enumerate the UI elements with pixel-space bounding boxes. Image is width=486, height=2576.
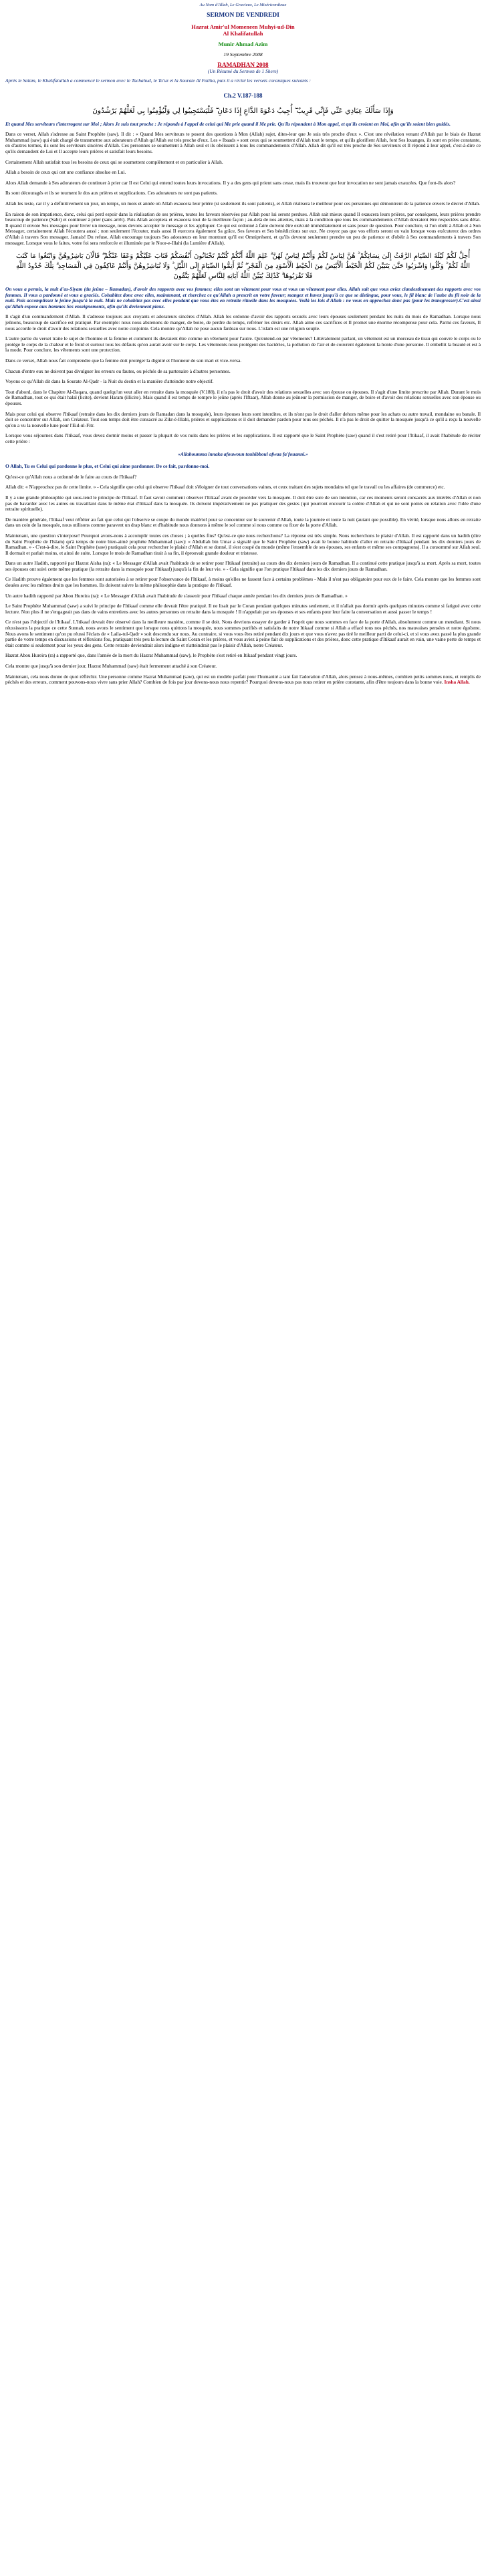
prayer-translation: O Allah, Tu es Celui qui pardonne le plus, et Celui qui aime pardonner. De ce fait, pardonne-moi. (5, 463, 210, 470)
paragraph: Allah les teste, car il y a définitivement un jour, un temps, un mois et année où Allah exaucera leur prière (si seulement ils sont patients), et Allah réalisera le meilleur pour ces personnes qui démontrent de la patience envers le décret d'Allah. (5, 200, 481, 206)
paragraph: Un autre hadith rapporté par Abou Hureira (ra): « Le Messager d'Allah avait l'habitude de s'asseoir pour l'Itikaaf chaque année pendant les dix derniers jours de Ramadhan. » (5, 592, 348, 599)
ramadhan-heading: RAMADHAN 2008 (217, 61, 269, 68)
paragraph: L'autre partie du verset traite le sujet de l'homme et la femme et comment ils devraient être comme un vêtement pour l'autre. Qu'entend-on par vêtements? Littéralement parlant, un vêtement est un morceau de tissu qui couvre le corps ou le protège le corps de la chaleur et le froid et surtout tous les défauts qu'on aurait avoir sur le corps. Les vêtements nous protègent des bactéries, la pollution de l'air et de couvrent également la honte d'une personne. Il embellit la beauté et est à la mode. Pour conclure, les vêtements sont une protection. (5, 335, 481, 353)
arabic-verse-1: وَإِذَا سَأَلَكَ عِبَادِي عَنِّي فَإِنِّي قَرِيبٌ ۖ أُجِيبُ دَعْوَةَ الدَّاعِ إِذَا دَعَانِ ۖ فَلْيَسْتَجِيبُوا لِي وَلْيُؤْمِنُوا بِي لَعَلَّهُمْ يَرْشُدُونَ (92, 106, 394, 115)
closing-text: Maintenant, cela nous donne de quoi réfléchir. Une personne comme Hazrat Muhammad (saw), qui est un modèle parfait pour l'humanité a tant fait l'adoration d'Allah, alors pensez à nous-mêmes, combien petits sommes nous, et remplis de péchés et des erreurs, comment pouvons-nous vivre sans prier Allah? Combien de fois par jour devons-nous nous repentir? Pourquoi devons-nous pas nous retirer en prière constante, afin d'être toujours dans la bonne voie. (5, 673, 481, 686)
paragraph: Ils sont découragés et ils se tournent le dos aux prières et supplications. Ces adorateurs ne sont pas patients. (5, 190, 218, 196)
paragraph: Mais pour celui qui observe l'Itikaaf (retraite dans les dix derniers jours de Ramadan dans la mosquée), leurs épouses leurs sont interdites, et ils n'ont pas le droit d'aller dehors même pour les achats ou autre travail, mondaine ou banale. Il doit se concentrer sur Allah, son Créateur. Tout son temps doit être consacré au Zikr-é-Illahi, prières et supplications et il doit demander pardon pour tous ses péchés. Il n'a pas le droit de quitter la mosquée jusqu'à ce qu'il a reçu la nouvelle qu'on a vu la nouvelle lune pour l'Eid-ul-Fitr. (5, 410, 481, 428)
paragraph: Allah dit: « N'approchez pas de cette limite. » - Cela signifie que celui qui observe l'Itikaaf doit s'éloigner de tout conversations vaines, et ceux traitant des sujets mondains tel que le travail ou les affaires (de commerce) etc. (5, 484, 445, 490)
sermon-date: 19 Septembre 2008 (223, 51, 263, 57)
paragraph: Cela montre que jusqu'à son dernier jour, Hazrat Muhammad (saw) était fermement attaché à son Créateur. (5, 663, 217, 669)
paragraph: Ce n'est pas l'objectif de l'Itikaaf. L'Itikaaf devrait être observé dans la meilleure manière, comme il se doit. Nous devrions essayer de garder à l'esprit que nous sommes en face de la porte d'Allah, absolument comme un mendiant. Si nous réussissons la pratique ce cette Sunnah, nous avons le sentiment que lorsque nous quittons la mosquée, nous sommes purifiés et satisfaits de notre Itikaaf comme si Allah a effacé tous nos péchés, nos mauvaises pensées et notre égoïsme. Nous avons le sentiment qu'on pu réussi l'éclats de « Laila-tul-Qadr » soit descendu sur nous. Au contraire, si vous vous êtes retiré pendant dix jours et que vous n'avez pas tiré le meilleur parti de celui-ci, et si vous avez passé la plus grande partie de votre temps en discussions et réflexions fou, pratiquant très peu la lecture du Saint Coran et les prières, et vous aviez à peine fait de supplications et des prières, donc cette pratique d'Itikaaf aurait en vain, une vaine perte de temps et était comme si seulement pour les yeux des gens. Cette retraite deviendrait alors indigne et n'atteindrait pas le plaisir d'Allah, notre Créateur. (5, 619, 481, 648)
speaker-line-2: Al Khalifatullah (223, 30, 263, 37)
arabic-verse-2: أُحِلَّ لَكُمْ لَيْلَةَ الصِّيَامِ الرَّفَثُ إِلَىٰ نِسَائِكُمْ ۚ هُنَّ لِبَاسٌ لَكُمْ وَأَنْتُمْ لِبَاسٌ لَهُنَّ ۗ عَلِمَ اللَّهُ أَنَّكُمْ كُنْتُمْ تَخْتَانُونَ أَنْفُسَكُمْ فَتَابَ عَلَيْكُمْ وَعَفَا عَنْكُمْ ۖ فَالْآنَ بَاشِرُوهُنَّ وَابْتَغُوا مَا كَتَبَ اللَّهُ لَكُمْ ۚ وَكُلُوا وَاشْرَبُوا حَتَّىٰ يَتَبَيَّنَ لَكُمُ الْخَيْطُ الْأَبْيَضُ مِنَ الْخَيْطِ الْأَسْوَدِ مِنَ الْفَجْرِ ۖ ثُمَّ أَتِمُّوا الصِّيَامَ إِلَى اللَّيْلِ ۚ وَلَا تُبَاشِرُوهُنَّ وَأَنْتُمْ عَاكِفُونَ فِي الْمَسَاجِدِ ۗ تِلْكَ حُدُودُ اللَّهِ فَلَا تَقْرَبُوهَا ۗ كَذَٰلِكَ يُبَيِّنُ اللَّهُ آيَاتِهِ لِلنَّاسِ لَعَلَّهُمْ يَتَّقُونَ (16, 253, 470, 281)
paragraph: Dans ce verset, Allah nous fait comprendre que la femme doit protéger la dignité et l'honneur de son mari et vice-versa. (5, 357, 242, 364)
summary-note: (Un Résumé du Sermon de 1 Shere) (207, 68, 279, 74)
paragraph: Qu'est-ce qu'Allah nous a ordonné de le faire au cours de l'Itikaaf? (5, 473, 137, 480)
paragraph: Dans ce verset, Allah s'adresse au Saint Prophète (saw). Il dit : « Quand Mes serviteurs te posent des questions à Mon (Allah) sujet, dites-leur que Je suis très proche d'eux ». C'est une révélation venant d'Allah par le biais de Hazrat Muhammad (saw) qui était chargé de transmettre aux adorateurs d'Allah qu'Allah est très proche d'eux. Les « Ibaads » sont ceux qui se soumettent d'Allah tout le temps, et qu'ils glorifient Allah, font Ses louanges, ils sont en prière constante, en d'autres termes, ils sont les serviteurs sincères d'Allah. Ces personnes se soumettent à Allah seul et ils obéissent à tous les commandements d'Allah. Allah dit qu'il est très proche de Ses serviteurs et Il répond à leur appel, c'est-à-dire ce qu'ils demandent de Lui et Il accepte leurs prières et satisfait leurs besoins. (5, 131, 481, 154)
paragraph: Ce Hadith prouve également que les femmes sont autorisées à se retirer pour l'observance de l'Itikaaf, à moins qu'elles ne fassent face à certains problèmes - Mais il n'est pas obligatoire pour eux de le faire. Cela montre que les femmes sont douées avec les mêmes droits que les hommes. Ils doivent suivre la même philosophie dans la pratique de l'Itikaaf. (5, 576, 481, 589)
paragraph: Hazrat Abou Hureira (ra) a rapporté que, dans l'année de la mort du Hazrat Muhammad (saw), le Prophète s'est retiré en Itikaaf pendant vingt jours. (5, 652, 297, 659)
section-c (5, 474, 481, 686)
sermon-title: SERMON DE VENDREDI (207, 12, 279, 19)
paragraph: Maintenant, une question s'interpose! Pourquoi avons-nous à accomplir toutes ces choses ; à quelles fins? Qu'est-ce que nous recherchons? La réponse est très simple. Nous recherchons le plaisir d'Allah. Il est rapporté dans un hadith (dire du Saint Prophète de l'Islam) qu'à temps de notre bien-aimé prophète Muhammad (saw): « Abdullah bin Umar a signalé que le Saint Prophète (saw) avait le bonne habitude d'aller en retraite d'Itikaaf pendant les dix derniers jours de Ramadhan. » - C'est-à-dire, le Saint Prophète (saw) pratiquait cela pour rechercher le plaisir d'Allah et se donné, il s'est coupé du monde (même l'ensemble de ses épouses, ses enfants et même ses compagnons). Il a consommé sur Allah seul. Il dormait et parlait moins, et ainsi de suite. Lorsque le mois de Ramadhan tirait à sa fin, il éprouvait grande douleur et tristesse. (5, 532, 481, 556)
speaker-line-1: Hazrat Amir'ul Momeneen Muhyi-ud-Din (191, 23, 295, 30)
paragraph: Certainement Allah satisfait tous les besoins de ceux qui se soumettent complètement et en particulier à Allah. (5, 158, 223, 165)
insha-allah-link[interactable]: Insha Allah. (444, 679, 470, 686)
paragraph: Dans un autre Hadith, rapporté par Hazrat Aisha (ra): « Le Messager d'Allah avait l'habitude de se retirer pour l'Itikaaf (retraite) au cours des dix derniers jours de Ramadhan. Il a continué cette pratique jusqu'à sa mort. Après sa mort, toutes ses épouses ont suivi cette même pratique (la retraite dans la mosquée pour l'Itikaaf) jusqu'à la fin de leur vie. » - Cela signifie que l'on pratique l'Itikaaf dans les dix derniers jours de Ramadhan. (5, 560, 481, 572)
sermon-page (5, 0, 481, 686)
bismillah-line: Au Nom d'Allah, Le Gracieux, Le Miséricordieux (199, 3, 287, 7)
verse-translation-2: On vous a permis, la nuit d'as-Siyam (du jeûne – Ramadan), d'avoir des rapports avec vos femmes; elles sont un vêtement pour vous et vous un vêtement pour elles. Allah sait que vous aviez clandestinement des rapports avec vos femmes. Il vous a pardonné et vous a graciés. Cohabitez donc avec elles, maintenant, et cherchez ce qu'Allah a prescrit en votre faveur; mangez et buvez jusqu'à ce que se distingue, pour vous, le fil blanc de l'aube du fil noir de la nuit. Puis accomplissez le jeûne jusqu'à la nuit. Mais ne cohabitez pas avec elles pendant que vous êtes en retraite rituelle dans les mosquées. Voilà les lois d'Allah : ne vous en approchez donc pas (pour les transgresser).C'est ainsi qu'Allah expose aux hommes Ses enseignements, afin qu'ils deviennent pieux. (5, 286, 481, 309)
paragraph: Il s'agit d'un commandement d'Allah. Il s'adresse toujours aux croyants et adorateurs sincères d'Allah. Allah les ordonne d'avoir des rapports sexuels avec leurs épouses seulement pendant les nuits du mois de Ramadhan. Lorsque nous jeûnons, beaucoup de sacrifice est pratiqué. Par exemple: nous nous abstenons de manger, de boire, de perdre du temps, refréner les désirs etc. Allah aime ces sacrifices et Il promet une énorme récompense pour cela. Parmi ces faveurs, Il nous accorde le droit d'avoir des relations sexuelles avec notre conjointe. Cela montre qu'Allah ne pose aucun fardeau sur nous. L'islam est une religion souple. (5, 313, 481, 331)
speaker-name: Munir Ahmad Azim (218, 41, 268, 47)
section-a (5, 132, 481, 246)
verse-reference: Ch.2 V.187-188 (223, 92, 263, 99)
section-b (5, 314, 481, 444)
paragraph: Lorsque vous séjournez dans l'Itikaaf, vous devez dormir moins et passer la plupart de vos nuits dans les prières et les supplications. Il est rapporté que le Saint Prophète (saw) quand il s'est retiré pour l'Itikaaf, il avait l'habitude de réciter cette prière : (5, 432, 481, 444)
paragraph: Alors Allah demande à Ses adorateurs de continuer à prier car Il est Celui qui entend toutes leurs invocations. Il y a des gens qui prient sans cesse, mais ils trouvent que leur invocation ne sont jamais exaucées. Que font-ils alors? (5, 179, 456, 186)
closing-paragraph (5, 674, 481, 686)
paragraph: Chacun d'entre eux ne doivent pas divulguer les erreurs ou fautes, ou péchés de sa partenaire à d'autres personnes. (5, 368, 231, 374)
paragraph: Le Saint Prophète Muhammad (saw) a suivi le principe de l'Itikaaf comme elle devrait l'être pratiqué. Il ne lisait par le Coran pendant quelques minutes seulement, et il n'allait pas dormir après quelques minutes comme si fatigué avec cette lecture. Non plus il ne s'engageait pas dans de vains entretiens avec les autres personnes en retraite dans la mosquée ! Il n'appelait par ses épouses et ses enfants pour leur faire la conversation et aussi passer le temps ! (5, 603, 481, 615)
paragraph: En raison de son impatience, donc, celui qui perd espoir dans la réalisation de ses prières, toutes les faveurs réservées par Allah pour lui seront perdues. Allah sait mieux quand Il exaucera leurs prières, par conséquent, leurs prières prendre beaucoup de patience (Sabr) et continuer à prier (sans arrêt). Puis Allah acceptera et exaucera tout de la meilleure façon ; au-delà de nos attentes, mais à la condition que tous les commandements d'Allah devraient être respectées sans délai. Il quand il envoie Ses messages pour livrer un message, nous devons accepter le message et les appliquer. Ce qui est ordonné à faire doivent être exécuté immédiatement et sans poser de question. Pour conclure, si l'on obéit à Allah et à Son Messager, certainement Allah l'écoutera aussi ; non seulement l'écouter, mais aussi Il exercera également Sa grâce, Ses faveurs et Ses bénédictions sur eux. Ne croyez pas que vos efforts seront en vain lorsque vous exécuterez des ordres d'Allah à travers Son messager. Jamais! Du refuse, Allah encourage toujours Ses adorateurs en leur montrant qu'il est Omniprésent, et qu'ils devront seulement prendre un peu de patience et d'obéir à Ses commandements à travers Son messager. Lorsque vous le faites, votre foi sera renforcée et illuminée par le Noor-e-Illahi (la Lumière d'Allah). (5, 210, 481, 246)
paragraph: Tout d'abord, dans le Chapitre Al-Baqara, quand quelqu'un veut aller en retraite dans la mosquée (V.188), il n'a pas le droit d'avoir des relations sexuelles avec son épouse ou épouses. Il s'agit d'une limite prescrite par Allah. Durant le mois de Ramadhan, tout ce qui était halal (licite), devient Haram (illicite). Mais quand il est temps de rompre le jeûne (après l'Iftaar), Allah donne au jeûneur la permission de manger, de boire et d'avoir des relations sexuelles avec son épouse ou épouses. (5, 388, 481, 406)
paragraph: De manière générale, l'Itikaaf veut réfléter au fait que celui qui l'observe se coupe du monde matériel pour se concentrer sur le souvenir d'Allah, toute la journée et toute la nuit (autant que possible). En vérité, lorsque nous allons en retraite dans un coin de la mosquée, nous utilisons comme paravent un drap blanc et d'habitude nous donnons à même le sol comme si nous comme ou fixer de la porte d'Allah. (5, 516, 481, 529)
intro-text: Après le Salam, le Khalifatullah a commencé le sermon avec le Tachahud, le Ta'uz et la Sourate Al Fatiha, puis il a récité les versets coraniques suivants : (5, 78, 312, 84)
paragraph: Voyons ce qu'Allah dit dans la Sourate Al-Qadr - la Nuit du destin et la manière d'atteindre notre objectif. (5, 378, 214, 385)
prayer-quote: «Allahoumma innaka afouwoun touhibboul afwaa fa'fouanni.» (178, 450, 308, 457)
paragraph: Allah a besoin de ceux qui ont une confiance absolue en Lui. (5, 169, 126, 176)
verse-translation-1: Et quand Mes serviteurs t'interrogent sur Moi ; Alors Je suis tout proche : Je réponds à l'appel de celui qui Me prie quand il Me prie. Qu'ils répondent à Mon appel, et qu'ils croient en Moi, afin qu'ils soient bien guidés. (5, 120, 451, 127)
paragraph: Il y a une grande philosophie qui sous-tend le principe de l'Itikaaf. Il faut savoir comment observer l'Itikaaf avant de procéder vers la mosquée. Il doit être sure de son intention, car ces moments seront consacrés aux intérêts d'Allah et non pas de bavarder avec les autres ou travaillant dans le même état d'Itikaaf dans la mosquée. Ils doivent impérativement ne pas pratiquer des gestes (qui pourront encourir la colère d'Allah et qui ne sont points en relation avec l'idée d'une retraite spirituelle). (5, 494, 481, 513)
